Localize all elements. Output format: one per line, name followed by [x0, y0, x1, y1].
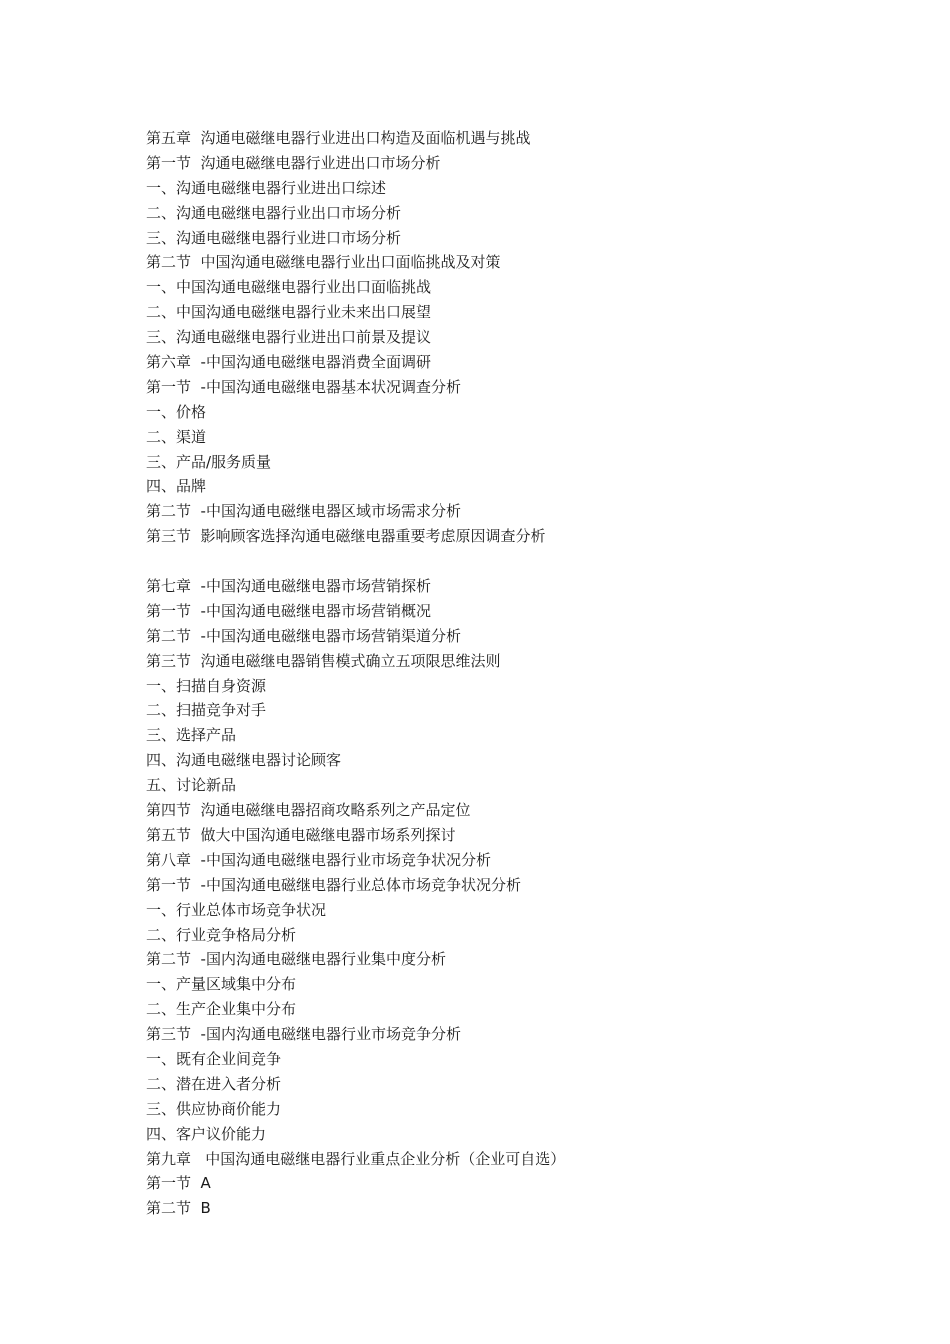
toc-line: 二、扫描竞争对手	[146, 701, 267, 720]
toc-line: 五、讨论新品	[146, 776, 237, 795]
toc-line: 一、价格	[146, 402, 207, 421]
toc-line: 第八章 -中国沟通电磁继电器行业市场竞争状况分析	[146, 850, 491, 869]
blank-line	[146, 549, 866, 574]
toc-line: 三、供应协商价能力	[146, 1099, 282, 1118]
toc-line: 第三节 影响顾客选择沟通电磁继电器重要考虑原因调查分析	[146, 527, 546, 546]
toc-line: 二、中国沟通电磁继电器行业未来出口展望	[146, 303, 432, 322]
toc-line: 第九章 中国沟通电磁继电器行业重点企业分析（企业可自选）	[146, 1149, 566, 1168]
toc-line: 三、沟通电磁继电器行业进出口前景及提议	[146, 328, 432, 347]
toc-line: 第三节 -国内沟通电磁继电器行业市场竞争分析	[146, 1025, 461, 1044]
toc-line: 三、选择产品	[146, 726, 237, 745]
toc-line: 第六章 -中国沟通电磁继电器消费全面调研	[146, 353, 431, 372]
toc-line: 二、行业竞争格局分析	[146, 925, 297, 944]
toc-line: 一、产量区域集中分布	[146, 975, 297, 994]
toc-line: 三、沟通电磁继电器行业进口市场分析	[146, 228, 402, 247]
toc-line: 第三节 沟通电磁继电器销售模式确立五项限思维法则	[146, 651, 501, 670]
toc-line: 第一节 -中国沟通电磁继电器市场营销概况	[146, 601, 431, 620]
toc-line: 三、产品/服务质量	[146, 452, 272, 471]
toc-line: 第一节 -中国沟通电磁继电器行业总体市场竞争状况分析	[146, 875, 521, 894]
toc-line: 四、品牌	[146, 477, 207, 496]
toc-line: 二、生产企业集中分布	[146, 1000, 297, 1019]
toc-line: 第七章 -中国沟通电磁继电器市场营销探析	[146, 577, 431, 596]
toc-line: 二、沟通电磁继电器行业出口市场分析	[146, 203, 402, 222]
toc-line: 一、既有企业间竞争	[146, 1049, 282, 1068]
toc-line: 第一节 沟通电磁继电器行业进出口市场分析	[146, 153, 441, 172]
toc-line: 二、潜在进入者分析	[146, 1074, 282, 1093]
toc-line: 第二节 -中国沟通电磁继电器区域市场需求分析	[146, 502, 461, 521]
toc-line: 一、沟通电磁继电器行业进出口综述	[146, 178, 387, 197]
toc-line: 第四节 沟通电磁继电器招商攻略系列之产品定位	[146, 801, 471, 820]
toc-line: 四、客户议价能力	[146, 1124, 267, 1143]
toc-line: 第二节 -中国沟通电磁继电器市场营销渠道分析	[146, 626, 461, 645]
toc-line: 一、行业总体市场竞争状况	[146, 900, 327, 919]
toc-line: 第二节 中国沟通电磁继电器行业出口面临挑战及对策	[146, 253, 501, 272]
toc-line: 第五节 做大中国沟通电磁继电器市场系列探讨	[146, 825, 456, 844]
toc-line: 二、渠道	[146, 427, 207, 446]
table-of-contents	[146, 126, 866, 1221]
toc-line: 一、扫描自身资源	[146, 676, 267, 695]
toc-line: 四、沟通电磁继电器讨论顾客	[146, 751, 342, 770]
toc-line: 第二节 -国内沟通电磁继电器行业集中度分析	[146, 950, 446, 969]
toc-line: 第五章 沟通电磁继电器行业进出口构造及面临机遇与挑战	[146, 129, 531, 147]
toc-line: 第二节 B	[146, 1199, 211, 1218]
toc-line: 一、中国沟通电磁继电器行业出口面临挑战	[146, 278, 432, 297]
toc-line: 第一节 A	[146, 1174, 211, 1193]
toc-line: 第一节 -中国沟通电磁继电器基本状况调查分析	[146, 377, 461, 396]
